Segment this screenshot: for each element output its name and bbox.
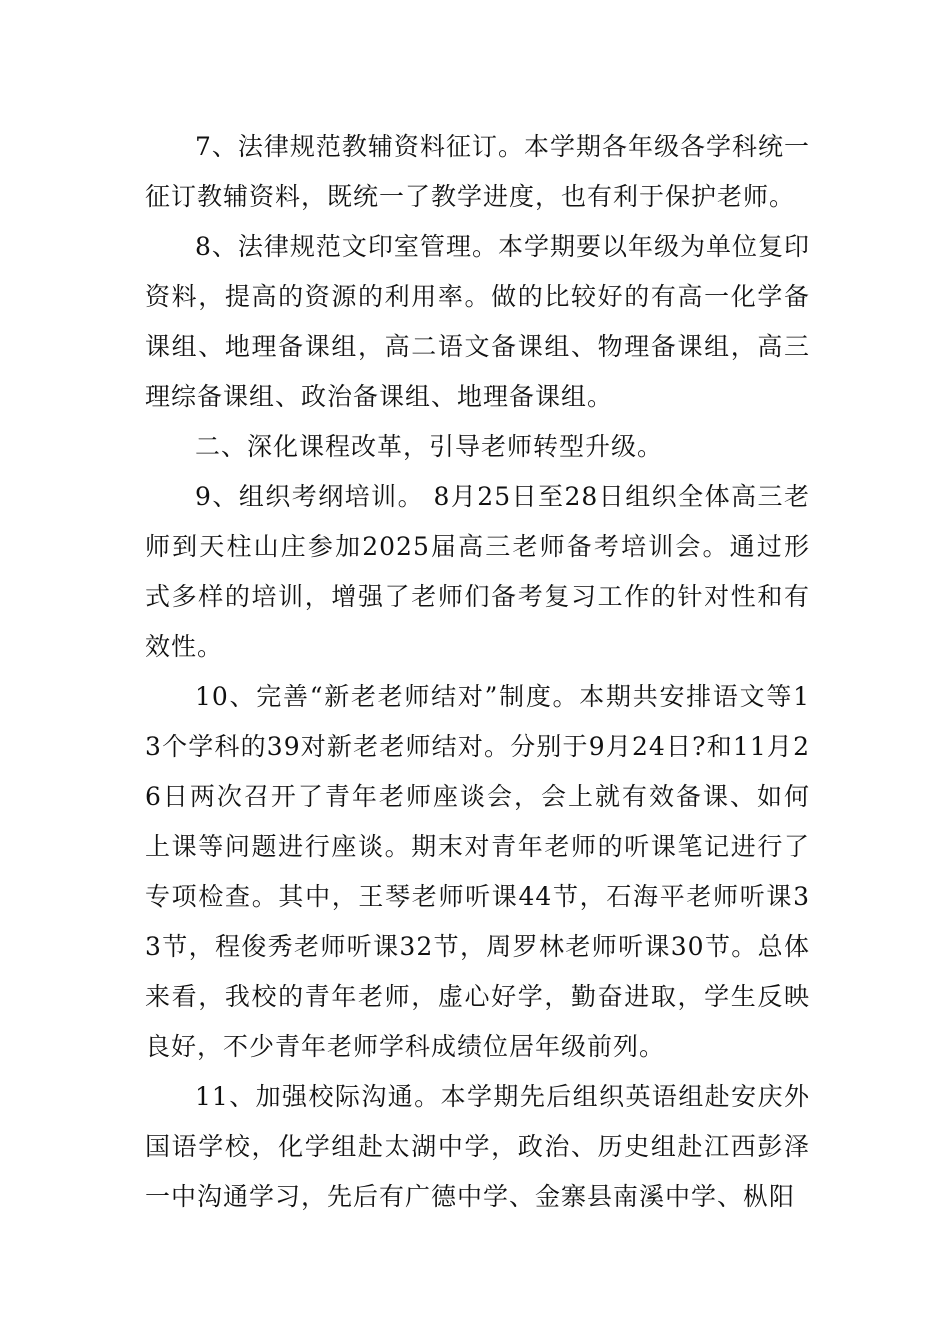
paragraph-item-9: 9、组织考纲培训。 8月25日至28日组织全体高三老师到天柱山庄参加2025届高三老师备考培训会。通过形式多样的培训，增强了老师们备考复习工作的针对性和有效性。	[145, 482, 810, 661]
paragraph-item-8: 8、法律规范文印室管理。本学期要以年级为单位复印资料，提高的资源的利用率。做的比较好的有高一化学备课组、地理备课组，高二语文备课组、物理备课组，高三理综备课组、政治备课组、地理备课组。	[145, 232, 810, 411]
paragraph-item-7: 7、法律规范教辅资料征订。本学期各年级各学科统一征订教辅资料，既统一了教学进度，也有利于保护老师。	[145, 132, 810, 211]
section-heading-2: 二、深化课程改革，引导老师转型升级。	[195, 432, 664, 461]
document-body	[145, 122, 810, 1222]
paragraph-item-11: 11、加强校际沟通。本学期先后组织英语组赴安庆外国语学校，化学组赴太湖中学，政治、历史组赴江西彭泽一中沟通学习，先后有广德中学、金寨县南溪中学、枞阳	[145, 1082, 810, 1211]
paragraph-item-10: 10、完善“新老老师结对”制度。本期共安排语文等13个学科的39对新老老师结对。分别于9月24日?和11月26日两次召开了青年老师座谈会，会上就有效备课、如何上课等问题进行座谈。期末对青年老师的听课笔记进行了专项检查。其中，王琴老师听课44节，石海平老师听课33节，程俊秀老师听课32节，周罗林老师听课30节。总体来看，我校的青年老师，虚心好学，勤奋进取，学生反映良好，不少青年老师学科成绩位居年级前列。	[145, 682, 810, 1061]
